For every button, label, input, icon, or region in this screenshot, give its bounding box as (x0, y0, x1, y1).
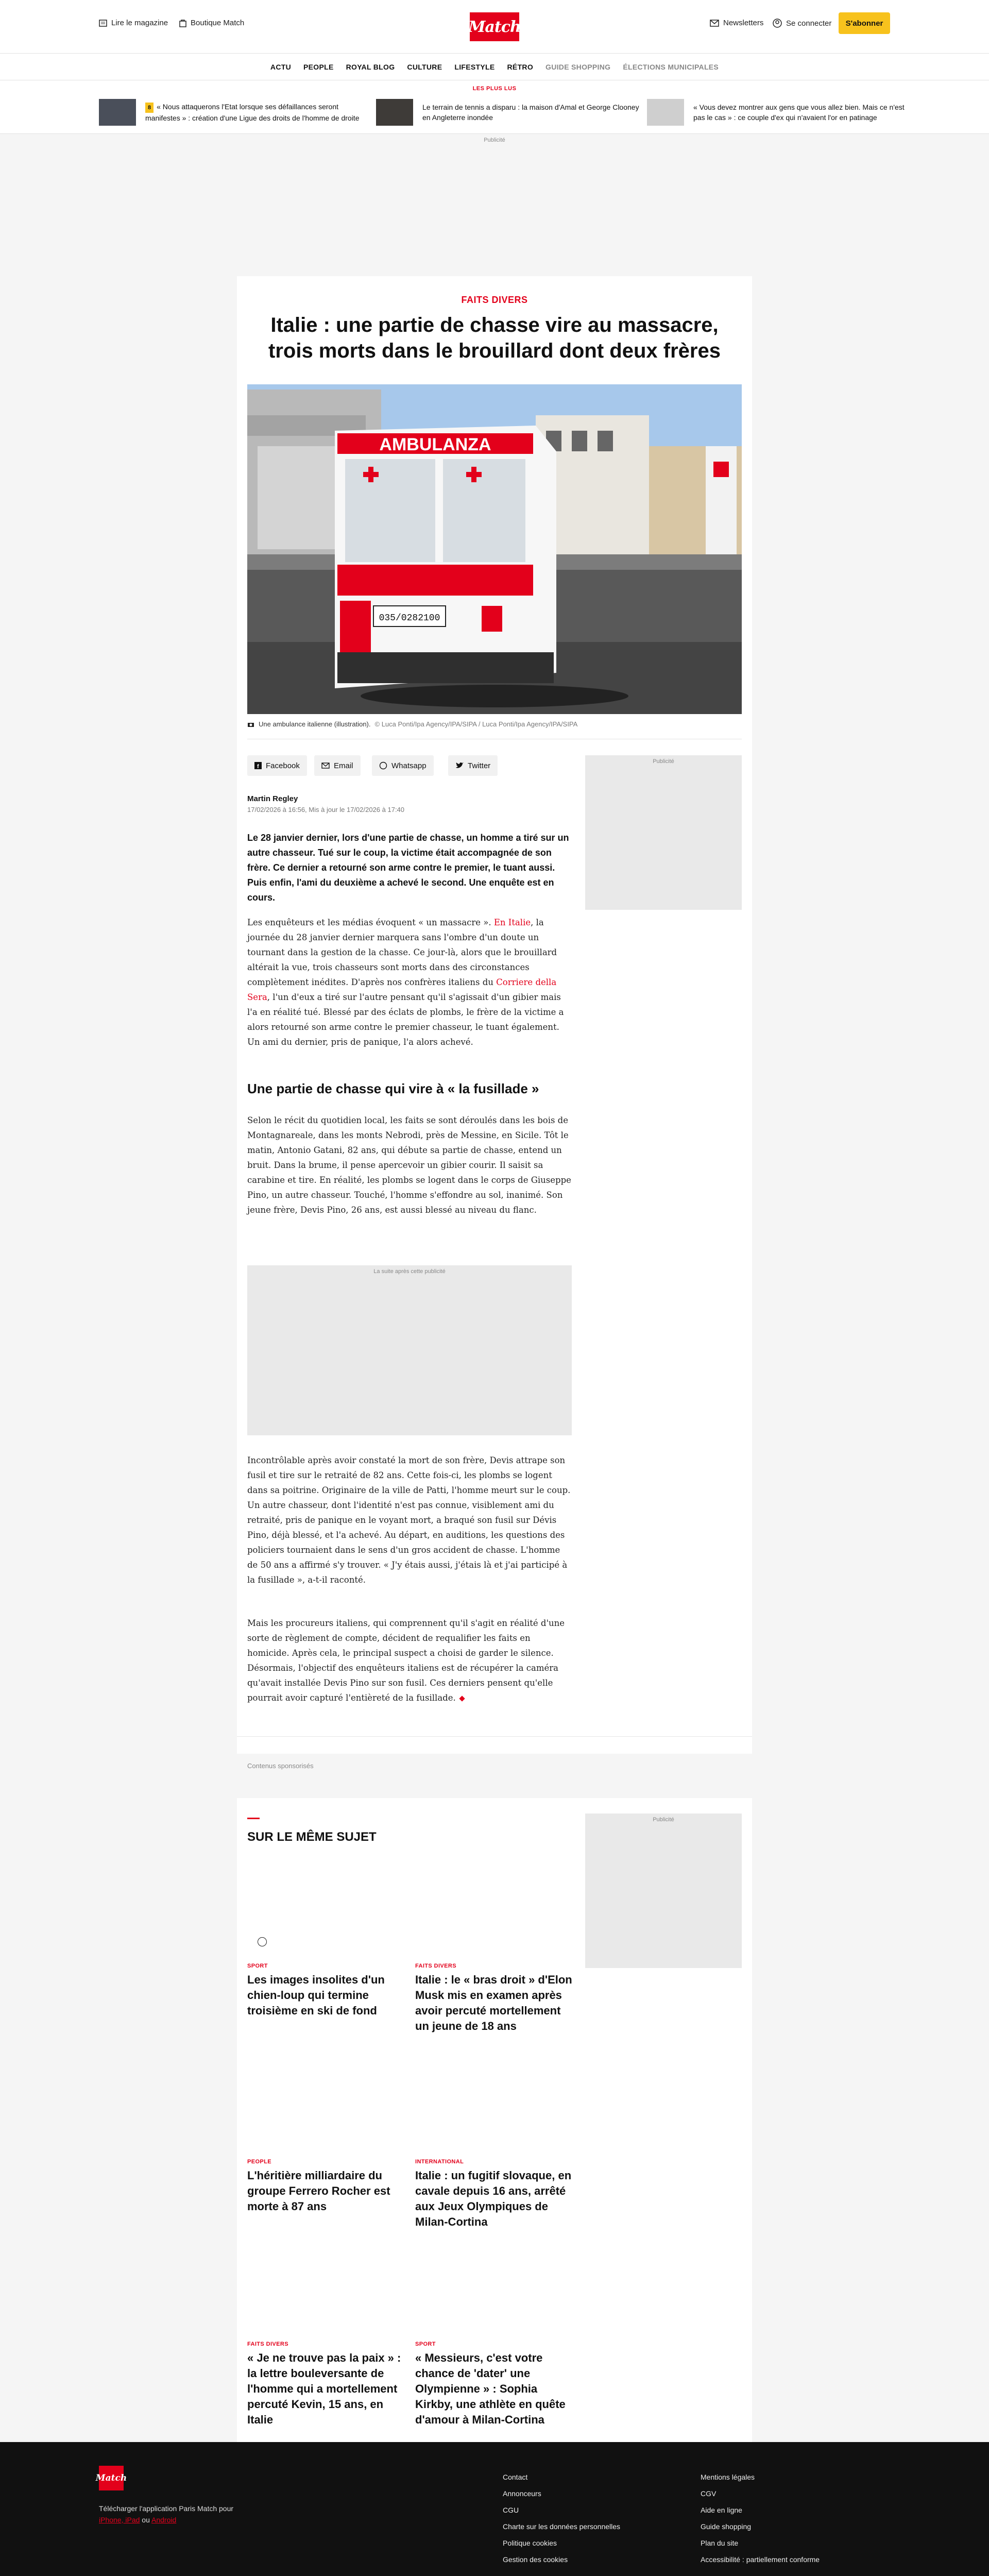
most-read-title: LES PLUS LUS (472, 86, 517, 92)
most-read-item[interactable] (99, 98, 367, 127)
app-text: Télécharger l'application Paris Match pour (99, 2504, 234, 2513)
bag-icon (179, 19, 186, 27)
footer-link[interactable]: Aide en ligne (701, 2506, 742, 2514)
paragraph-text: Les enquêteurs et les médias évoquent « un massacre ». (247, 918, 494, 927)
most-read-thumbnail (99, 99, 136, 126)
iphone-link[interactable]: iPhone, iPad (99, 2516, 140, 2524)
footer-link[interactable]: Mentions légales (701, 2473, 755, 2481)
most-read-bar (0, 80, 989, 134)
number-badge: 8 (145, 103, 154, 113)
app-or: ou (140, 2516, 151, 2524)
nav-item-retro[interactable]: RÉTRO (507, 62, 534, 71)
nav-item-elections[interactable]: ÉLECTIONS MUNICIPALES (623, 62, 719, 71)
site-footer (0, 2442, 989, 2576)
article-category[interactable]: FAITS DIVERS (461, 295, 528, 305)
article-title: Italie : une partie de chasse vire au massacre, trois morts dans le brouillard dont deux frères (268, 314, 721, 362)
mail-icon (710, 20, 719, 27)
camera-icon (247, 721, 254, 727)
paragraph-text: , l'un d'eux a tiré sur l'autre pensant qu'il s'agissait d'un gibier mais l'a en réalité tué. Blessé par des éclats de plombs, le frère de la victime a alors retourné son arme contre le premier chasseur, le tuant également. Un ami du dernier, pris de panique, l'a alors achevé. (247, 992, 564, 1047)
most-read-item[interactable] (647, 98, 915, 127)
android-link[interactable]: Android (151, 2516, 177, 2524)
read-magazine-label: Lire le magazine (111, 19, 168, 27)
mail-icon (321, 762, 330, 769)
login-label: Se connecter (786, 19, 832, 28)
subscribe-label: S'abonner (845, 19, 883, 28)
footer-links-col1 (503, 2469, 620, 2568)
share-whatsapp-button[interactable] (372, 755, 434, 776)
sponsored-label: Contenus sponsorisés (247, 1762, 314, 1770)
nav-item-actu[interactable]: ACTU (270, 62, 292, 71)
paragraph-text: , la journée du 28 janvier dernier marquera sans l'ombre d'un doute un tournant dans la gestion de la chasse. Ce jour-là, alors que le brouillard altérait la vue, trois chasseurs sont morts dans des circonstances complètement inédites. D'après nos confrères italiens du (247, 918, 557, 987)
ad-label: Publicité (653, 758, 674, 765)
footer-link[interactable]: Accessibilité : partiellement conforme (701, 2555, 820, 2564)
related-headline[interactable]: Italie : le « bras droit » d'Elon Musk mis en examen après avoir percuté mortellement un jeune de 18 ans (415, 1973, 572, 2032)
footer-logo-text: Match (95, 2473, 127, 2483)
footer-links-col2 (701, 2469, 820, 2568)
ad-label: Publicité (653, 1817, 674, 1823)
related-category: FAITS DIVERS (247, 2341, 288, 2347)
footer-link[interactable]: Contact (503, 2473, 528, 2481)
footer-link[interactable]: CGU (503, 2506, 519, 2514)
nav-item-culture[interactable]: CULTURE (407, 62, 442, 71)
footer-link[interactable]: Annonceurs (503, 2489, 541, 2498)
link-italie[interactable]: En Italie (493, 918, 531, 927)
article-paragraph (247, 915, 572, 1049)
twitter-icon (455, 762, 464, 769)
article-card (237, 276, 752, 1754)
nav-item-royal-blog[interactable]: ROYAL BLOG (346, 62, 395, 71)
logo-text: Match (468, 18, 521, 36)
share-twitter-label: Twitter (468, 761, 491, 770)
sidebar-ad (585, 1814, 742, 1968)
paragraph-text: Mais les procureurs italiens, qui comprennent qu'il s'agit en réalité d'une sorte de règlement de compte, décident de requalifier les faits en homicide. Après cela, le principal suspect a choisi de garder le silence. Désormais, l'objectif des enquêteurs italiens est de récupérer la caméra qu'avait installée Devis Pino sur son fusil. Ces derniers pensent qu'elle pourrait avoir capturé l'entièreté de la fusillade. (247, 1618, 565, 1703)
ambulance-lettering: AMBULANZA (379, 435, 491, 454)
footer-app-download (99, 2503, 253, 2526)
svg-text:f: f (257, 764, 259, 769)
ad-label: Publicité (484, 137, 505, 143)
article-paragraph: Incontrôlable après avoir constaté la mort de son frère, Devis attrape son fusil et tire sur le retraité de 82 ans. Cette fois-ci, les plombs se logent dans sa poitrine. Originaire de la ville de Patti, l'homme meurt sur le coup. Un autre chasseur, dont l'identité n'est pas connue, visiblement ami du retraité, pris de panique en le voyant mort, a braqué son fusil sur Dévis Pino, déjà blessé, et l'a achevé. Au départ, en auditions, les questions des policiers tournaient dans le sens d'un gros accident de chasse. L'homme de 50 ans a affirmé s'y trouver. « J'y étais aussi, j'étais là et j'ai participé à la fusillade », a-t-il raconté. (247, 1455, 571, 1585)
related-headline[interactable]: L'héritière milliardaire du groupe Ferrero Rocher est morte à 87 ans (247, 2169, 390, 2213)
share-facebook-button[interactable] (247, 755, 307, 776)
subscribe-button[interactable] (839, 12, 890, 34)
shop-link[interactable] (179, 19, 244, 27)
article-subheading: Une partie de chasse qui vire à « la fusillade » (247, 1081, 539, 1096)
footer-link[interactable]: Guide shopping (701, 2522, 752, 2531)
related-headline[interactable]: Les images insolites d'un chien-loup qui termine troisième en ski de fond (247, 1973, 385, 2017)
ambulance-plate: 035/0282100 (379, 613, 440, 623)
footer-link[interactable]: Charte sur les données personnelles (503, 2522, 621, 2531)
article-paragraph (247, 1616, 572, 1705)
most-read-text (145, 101, 367, 123)
related-headline[interactable]: « Je ne trouve pas la paix » : la lettre bouleversante de l'homme qui a mortellement percuté Kevin, 15 ans, en Italie (247, 2351, 401, 2426)
divider (237, 1736, 752, 1737)
nav-item-lifestyle[interactable]: LIFESTYLE (454, 62, 495, 71)
nav-item-people[interactable]: PEOPLE (303, 62, 334, 71)
most-read-thumbnail (376, 99, 413, 126)
magazine-icon (99, 20, 107, 27)
sidebar-ad (585, 755, 742, 910)
caption-text: Une ambulance italienne (illustration). (259, 720, 371, 728)
read-magazine-link[interactable] (99, 19, 168, 27)
related-category: PEOPLE (247, 2159, 272, 2165)
image-credit: © Luca Ponti/Ipa Agency/IPA/SIPA / Luca Ponti/Ipa Agency/IPA/SIPA (374, 720, 578, 728)
share-whatsapp-label: Whatsapp (391, 761, 427, 770)
footer-logo[interactable] (95, 2466, 127, 2490)
related-category: SPORT (415, 2341, 436, 2347)
share-facebook-label: Facebook (266, 761, 300, 770)
article-lead: Le 28 janvier dernier, lors d'une partie de chasse, un homme a tiré sur un autre chasseur. Tué sur le coup, la victime était accompagnée de son frère. Ce dernier a retourné son arme contre le premier, le tuant aussi. Puis enfin, l'ami du deuxième a achevé le second. Une enquête est en cours. (247, 833, 569, 903)
footer-link[interactable]: CGV (701, 2489, 717, 2498)
share-email-button[interactable] (314, 755, 361, 776)
user-icon (773, 19, 782, 28)
article-paragraph: Selon le récit du quotidien local, les faits se sont déroulés dans les bois de Montagnareale, dans les monts Nebrodi, près de Messine, en Sicile. Tôt le matin, Antonio Gatani, 82 ans, qui débute sa partie de chasse, entend un bruit. Dans la brume, il pense apercevoir un gibier courir. Il saisit sa carabine et tire. En réalité, les plombs se logent dans le corps de Giuseppe Pino, un autre chasseur. Touché, l'homme s'effondre au sol, inanimé. Son jeune frère, Devis Pino, 26 ans, est aussi blessé au niveau du flanc. (247, 1115, 571, 1215)
most-read-headline: Le terrain de tennis a disparu : la maison d'Amal et George Clooney en Angleterre inondée (422, 103, 639, 122)
most-read-thumbnail (647, 99, 684, 126)
login-link[interactable] (773, 19, 831, 28)
shop-label: Boutique Match (191, 19, 245, 27)
video-play-icon[interactable] (258, 1937, 267, 1946)
related-category: INTERNATIONAL (415, 2159, 464, 2165)
share-twitter-button[interactable] (448, 755, 498, 776)
newsletters-link[interactable] (710, 19, 763, 27)
author-name[interactable]: Martin Regley (247, 794, 298, 803)
footer-link[interactable]: Plan du site (701, 2539, 739, 2547)
related-headline[interactable]: « Messieurs, c'est votre chance de 'dater' une Olympienne » : Sophia Kirkby, une athlète en quête d'amour à Milan-Cortina (415, 2351, 566, 2426)
most-read-item[interactable] (376, 98, 644, 127)
main-nav (0, 54, 989, 80)
newsletters-label: Newsletters (723, 19, 764, 27)
ambulance-illustration (247, 384, 742, 714)
section-accent (247, 1818, 260, 1819)
link-corriere[interactable]: Corriere della Sera (247, 977, 557, 1002)
related-category: FAITS DIVERS (415, 1963, 456, 1969)
footer-link[interactable]: Gestion des cookies (503, 2555, 568, 2564)
share-email-label: Email (334, 761, 353, 770)
related-category: SPORT (247, 1963, 268, 1969)
inline-ad (247, 1265, 572, 1435)
publish-dates: 17/02/2026 à 16:56, Mis à jour le 17/02/2026 à 17:40 (247, 806, 405, 814)
related-headline[interactable]: Italie : un fugitif slovaque, en cavale depuis 16 ans, arrêté aux Jeux Olympiques de Milan-Cortina (415, 2169, 572, 2228)
whatsapp-icon (379, 761, 387, 770)
end-mark-icon (459, 1696, 465, 1701)
related-section (237, 1798, 752, 2442)
inline-ad-label: La suite après cette publicité (373, 1268, 446, 1275)
nav-item-guide-shopping[interactable]: GUIDE SHOPPING (545, 62, 611, 71)
image-caption (247, 720, 742, 728)
most-read-headline: « Nous attaquerons l'Etat lorsque ses défaillances seront manifestes » : création d'une Ligue des droits de l'homme de droite (145, 103, 360, 122)
paris-match-logo[interactable] (470, 12, 519, 41)
related-title: SUR LE MÊME SUJET (247, 1830, 377, 1844)
most-read-headline: « Vous devez montrer aux gens que vous allez bien. Mais ce n'est pas le cas » : ce couple d'ex qui n'avaient l'or en patinage (693, 103, 905, 122)
footer-link[interactable]: Politique cookies (503, 2539, 557, 2547)
site-header (0, 0, 989, 54)
article-hero-image (247, 384, 742, 714)
facebook-icon (254, 762, 262, 769)
